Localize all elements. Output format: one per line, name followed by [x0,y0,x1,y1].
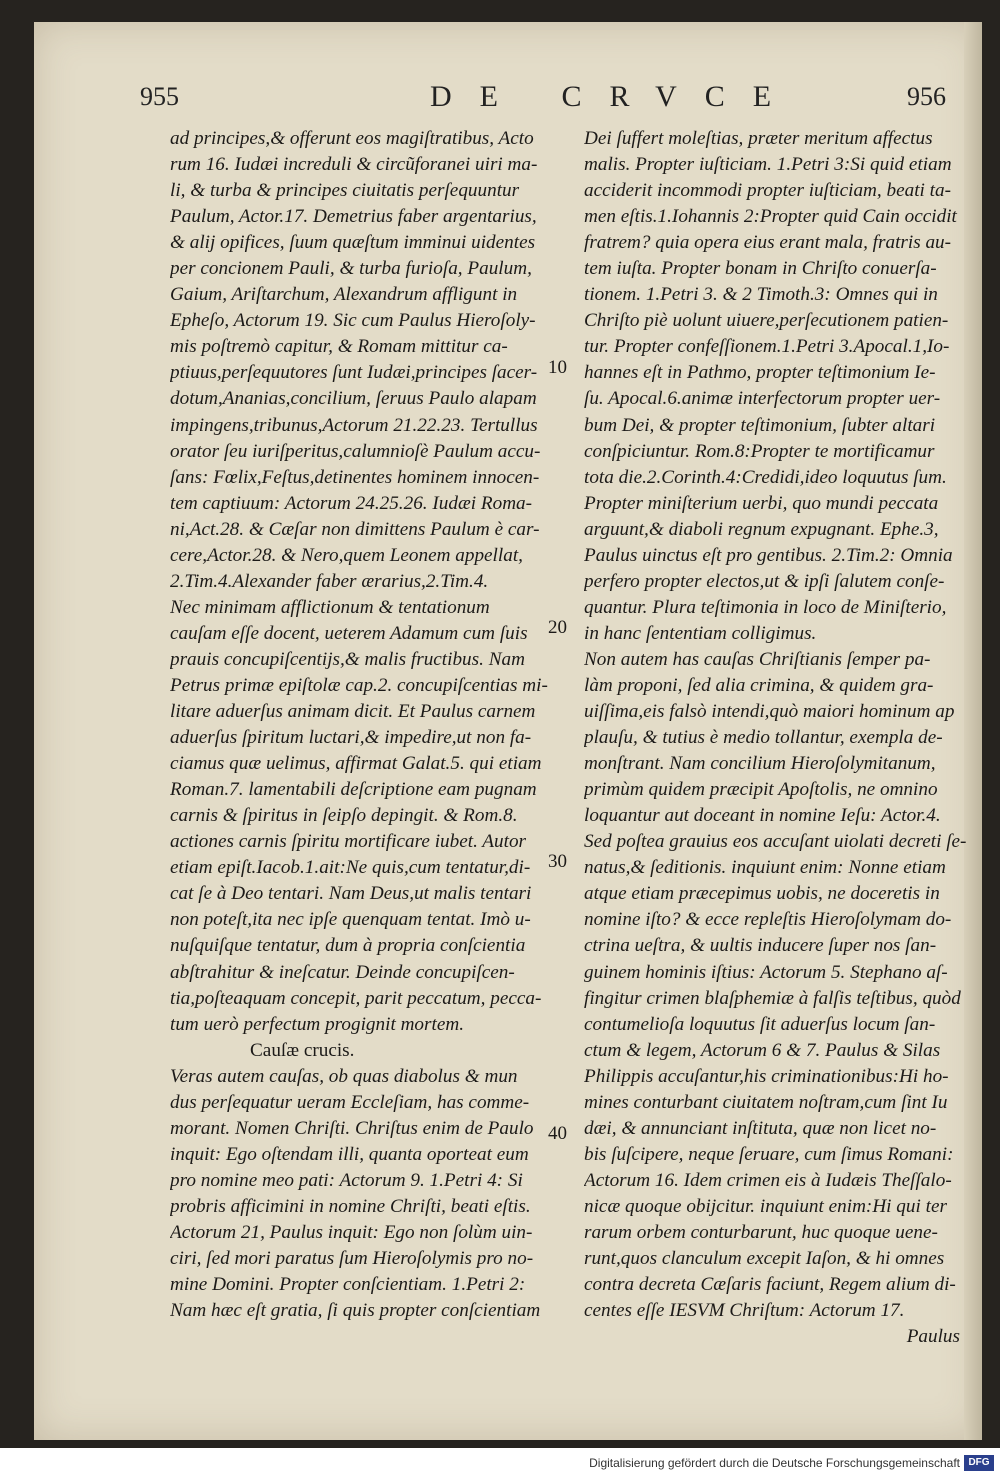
text-line: rum 16. Iudæi increduli & circũforanei uiri ma- [170,154,538,176]
text-line: primùm quidem præcipit Apoſtolis, ne omnino [584,779,938,801]
text-line: Paulus uinctus eſt pro gentibus. 2.Tim.2: Omnia [584,544,953,566]
text-line: contra decreta Cæſaris faciunt, Regem alium di- [584,1274,956,1296]
text-line: Actorum 16. Idem crimen eis à Iudæis Theſſalo- [584,1169,952,1191]
text-line: pro nomine meo pati: Actorum 9. 1.Petri 4: Si [170,1169,523,1191]
text-line: hannes eſt in Pathmo, propter teſtimonium Ie- [584,362,936,384]
text-line: abſtrahitur & ineſcatur. Deinde concupiſcen- [170,961,515,983]
folio-right: 956 [907,82,946,111]
text-line: nomine iſto? & ecce repleſtis Hieroſolymam do- [584,909,952,931]
text-line: 2.Tim.4.Alexander faber ærarius,2.Tim.4. [170,570,489,592]
dfg-logo: DFG [964,1455,994,1471]
text-line: arguunt,& diaboli regnum expugnant. Ephe.3, [584,518,939,540]
text-line: & alij opifices, ſuum quæſtum imminui uidentes [170,232,536,254]
running-head: DE CRVCE [430,80,800,113]
text-line: fratrem? quia opera eius erant mala, fratris au- [584,232,952,254]
text-line: ciamus quæ uelimus, affirmat Galat.5. qui etiam [170,753,542,775]
text-line: etiam epiſt.Iacob.1.ait:Ne quis,cum tentatur,di- [170,857,531,879]
text-line: litare aduerſus animam dicit. Et Paulus carnem [170,701,536,723]
text-line: cere,Actor.28. & Nero,quem Leonem appellat, [170,544,523,566]
text-line: runt,quos clanculum excepit Iaſon, & hi omnes [584,1248,945,1270]
text-line: inquit: Ego oſtendam illi, quanta oporteat eum [170,1143,529,1165]
text-line: bum Dei, & propter teſtimonium, ſubter altari [584,414,936,436]
page-header [140,82,960,122]
text-line: tia,poſteaquam concepit, parit peccatum, pecca- [170,987,542,1009]
text-line: dus perſequatur ueram Eccleſiam, has comme- [170,1091,530,1113]
text-line: Nam hæc eſt gratia, ſi quis propter conſcientiam [170,1300,541,1322]
text-line: ctrina ueſtra, & uultis inducere ſuper nos ſan- [584,935,937,957]
text-line: Gaium, Ariſtarchum, Alexandrum affligunt in [170,284,518,306]
text-line: acciderit incommodi propter iuſticiam, beati ta- [584,180,951,202]
text-line: probris afficimini in nomine Chriſti, beati eſtis. [170,1195,531,1217]
right-text-column [584,126,968,1350]
text-line: natus,& ſeditionis. inquiunt enim: Nonne etiam [584,857,946,879]
text-line: Chriſto piè uolunt uiuere,perſecutionem patien- [584,310,949,332]
digitization-notice: Digitalisierung gefördert durch die Deutsche Forschungsgemeinschaft [589,1456,960,1470]
text-line: mine Domini. Propter conſcientiam. 1.Petri 2: [170,1274,526,1296]
text-line: ad principes,& offerunt eos magiſtratibus, Acto [170,128,534,149]
text-line: plauſu, & tutius è medio tollantur, exempla de- [584,727,943,749]
text-line: Actorum 21, Paulus inquit: Ego non ſolùm uin- [170,1221,533,1243]
line-number: 30 [548,851,567,872]
text-line: li, & turba & principes ciuitatis perſequuntur [170,180,520,202]
line-number: 10 [548,357,567,378]
text-line: guinem hominis iſtius: Actorum 5. Stephano aſ- [584,961,948,983]
text-line: ctum & legem, Actorum 6 & 7. Paulus & Silas [584,1039,941,1061]
text-line: tur. Propter confeſſionem.1.Petri 3.Apocal.1,Io- [584,336,950,358]
text-line: loquantur aut doceant in nomine Ieſu: Actor.4. [584,805,941,827]
text-line: aduerſus ſpiritum luctari,& impedire,ut non fa- [170,727,532,749]
line-number: 20 [548,617,567,638]
digitization-footer [0,1448,1000,1480]
text-line: uiſſima,eis falsò intendi,quò maiori hominum ap [584,701,955,723]
text-line: cat ſe à Deo tentari. Nam Deus,ut malis tentari [170,883,532,905]
text-line: men eſtis.1.Iohannis 2:Propter quid Cain occidit [584,206,957,228]
text-line: Propter miniſterium uerbi, quo mundi peccata [584,492,939,514]
text-line: Philippis accuſantur,his criminationibus:Hi ho- [584,1065,949,1087]
text-line: Paulum, Actor.17. Demetrius faber argentarius, [170,206,537,228]
text-line: Dei ſuffert moleſtias, præter meritum affectus [584,128,933,149]
text-line: actiones carnis ſpiritu mortificare iubet. Autor [170,831,527,853]
text-line: ciri, ſed mori paratus ſum Hieroſolymis pro no- [170,1248,534,1270]
text-line: tem iuſta. Propter bonam in Chriſto conuerſa- [584,258,937,280]
text-line: atque etiam præcepimus uobis, ne doceretis in [584,883,940,905]
text-line: fingitur crimen blaſphemiæ à falſis teſtibus, quòd [584,987,961,1009]
text-line: mis poſtremò capitur, & Romam mittitur ca- [170,336,508,358]
folio-left: 955 [140,82,179,111]
text-line: ni,Act.28. & Cæſar non dimittens Paulum è car- [170,518,540,540]
text-line: tum uerò perfectum progignit mortem. [170,1013,464,1035]
text-line: Petrus primæ epiſtolæ cap.2. concupiſcentias mi- [170,674,548,696]
text-line: ſans: Fœlix,Feſtus,detinentes hominem innocen- [170,466,540,488]
text-line: carnis & ſpiritus in ſeipſo depingit. & Rom.8. [170,805,518,827]
text-line: ſu. Apocal.6.animæ interfectorum propter uer- [584,388,941,410]
text-line: prauis concupiſcentijs,& malis fructibus. Nam [170,648,525,670]
text-line: tota die.2.Corinth.4:Credidi,ideo loquutus ſum. [584,466,947,488]
text-line: Veras autem cauſas, ob quas diabolus & mun [170,1065,518,1087]
text-line: nicæ quoque obijcitur. inquiunt enim:Hi qui ter [584,1195,947,1217]
text-line: rarum orbem conturbarunt, huc quoque uene- [584,1221,938,1243]
text-line: conſpiciuntur. Rom.8:Propter te mortificamur [584,440,935,462]
text-line: quantur. Plura teſtimonia in loco de Miniſterio, [584,596,947,618]
text-line: mines conturbant ciuitatem noſtram,cum ſint Iu [584,1091,948,1113]
text-line: Roman.7. lamentabili deſcriptione eam pugnam [170,779,537,801]
text-line: Non autem has cauſas Chriſtianis ſemper pa- [584,648,931,670]
text-line: làm proponi, ſed alia crimina, & quidem gra- [584,674,934,696]
text-line: perfero propter electos,ut & ipſi ſalutem conſe- [584,570,945,592]
text-line: centes eſſe IESVM Chriſtum: Actorum 17. [584,1300,905,1322]
text-line: dæi, & annunciant inſtituta, quæ non licet no- [584,1117,937,1139]
text-line: contumelioſa loquutus ſit aduerſus locum ſan- [584,1013,936,1035]
text-line: Paulus [906,1326,960,1348]
text-line: tionem. 1.Petri 3. & 2 Timoth.3: Omnes qui in [584,284,938,306]
text-line: Sed poſtea grauius eos accuſant uiolati decreti ſe- [584,831,967,853]
left-text-column [170,126,550,1324]
text-line: nuſquiſque tentatur, dum à propria conſcientia [170,935,526,957]
text-line: dotum,Ananias,concilium, ſeruus Paulo alapam [170,388,537,410]
text-line: monſtrant. Nam concilium Hieroſolymitanum, [584,753,936,775]
text-line: in hanc ſententiam colligimus. [584,622,817,644]
text-line: bis ſuſcipere, neque ſeruare, cum ſimus Romani: [584,1143,954,1165]
line-number: 40 [548,1123,567,1144]
text-line: Nec minimam afflictionum & tentationum [170,596,490,618]
text-line: cauſam eſſe docent, ueterem Adamum cum ſuis [170,622,528,644]
text-line: ptiuus,perſequutores ſunt Iudæi,principes ſacer- [170,362,538,384]
text-line: non poteſt,ita nec ipſe quenquam tentat. Imò u- [170,909,531,931]
text-line: Epheſo, Actorum 19. Sic cum Paulus Hieroſoly- [170,310,536,332]
text-line: tem captiuum: Actorum 24.25.26. Iudæi Roma- [170,492,533,514]
text-line: morant. Nomen Chriſti. Chriſtus enim de Paulo [170,1117,534,1139]
text-line: impingens,tribunus,Actorum 21.22.23. Tertullus [170,414,538,436]
text-line: per concionem Pauli, & turba furioſa, Paulum, [170,258,532,280]
text-line: malis. Propter iuſticiam. 1.Petri 3:Si quid etiam [584,154,952,176]
text-line: orator ſeu iuriſperitus,calumnioſè Paulum accu- [170,440,541,462]
section-heading: Cauſæ crucis. [250,1039,355,1061]
